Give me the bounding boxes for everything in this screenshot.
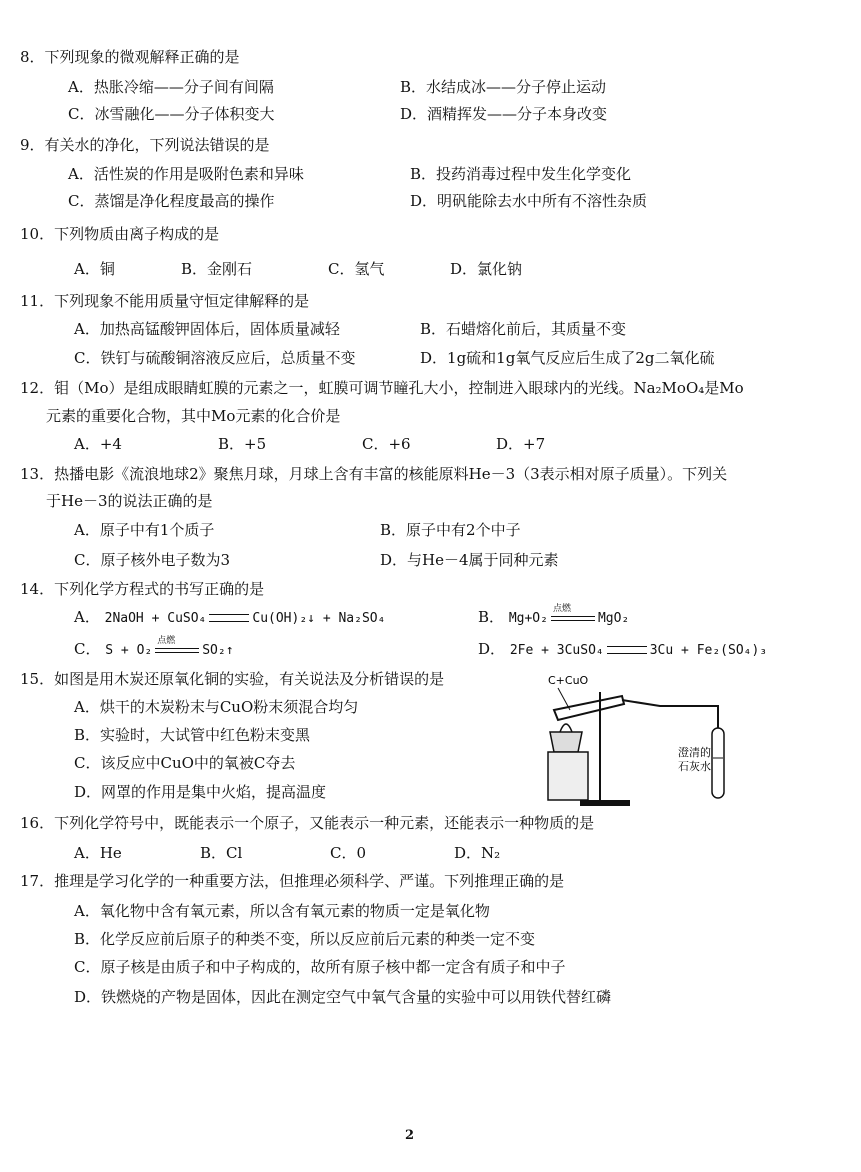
q14-a-right: Cu(OH)₂↓ + Na₂SO₄ <box>252 611 386 626</box>
q12-stem-line1: 12．钼（Mo）是组成眼睛虹膜的元素之一，虹膜可调节瞳孔大小，控制进入眼球内的光线。Na₂MoO₄是Mo <box>20 379 744 397</box>
q14-b-condition: 点燃 <box>552 604 571 614</box>
figure-label-reactants: C+CuO <box>548 674 589 687</box>
q17-option-c: C．原子核是由质子和中子构成的，故所有原子核中都一定含有质子和中子 <box>74 958 566 976</box>
q12-option-a: A．+4 <box>74 435 122 453</box>
q9-option-a: A．活性炭的作用是吸附色素和异味 <box>68 165 304 183</box>
q12-stem-line2: 元素的重要化合物，其中Mo元素的化合价是 <box>46 407 341 425</box>
q17-stem: 17．推理是学习化学的一种重要方法，但推理必须科学、严谨。下列推理正确的是 <box>20 872 565 890</box>
q16-option-c: C．0 <box>330 844 367 862</box>
q10-option-a: A．铜 <box>74 260 115 278</box>
figure-label-limewater-1: 澄清的 <box>678 746 711 759</box>
q14-d-right: 3Cu + Fe₂(SO₄)₃ <box>649 643 768 658</box>
q14-b-left: Mg+O₂ <box>508 611 548 626</box>
q14-stem: 14．下列化学方程式的书写正确的是 <box>20 580 265 598</box>
q15-option-c: C．该反应中CuO中的氧被C夺去 <box>74 754 296 772</box>
q13-option-d: D．与He－4属于同种元素 <box>380 551 559 569</box>
q11-option-d: D．1g硫和1g氧气反应后生成了2g二氧化硫 <box>420 349 715 367</box>
reaction-condition-arrow-icon <box>155 636 199 657</box>
q16-stem: 16．下列化学符号中，既能表示一个原子，又能表示一种元素，还能表示一种物质的是 <box>20 814 595 832</box>
q15-option-b: B．实验时，大试管中红色粉末变黑 <box>74 726 311 744</box>
q14-d-label: D． <box>478 640 506 658</box>
q16-option-a: A．He <box>74 844 122 862</box>
q14-d-left: 2Fe + 3CuSO₄ <box>509 643 604 658</box>
q9-option-b: B．投药消毒过程中发生化学变化 <box>410 165 632 183</box>
q12-option-b: B．+5 <box>218 435 267 453</box>
q8-option-a: A．热胀冷缩——分子间有间隔 <box>68 78 274 96</box>
q14-c-left: S + O₂ <box>105 643 153 658</box>
q15-option-d: D．网罩的作用是集中火焰，提高温度 <box>74 783 327 801</box>
q14-option-b <box>478 606 629 627</box>
q14-c-label: C． <box>74 640 101 658</box>
equals-sign-icon <box>209 614 249 622</box>
q10-option-b: B．金刚石 <box>181 260 253 278</box>
q17-option-a: A．氧化物中含有氧元素，所以含有氧元素的物质一定是氧化物 <box>74 902 490 920</box>
q10-option-c: C．氢气 <box>328 260 385 278</box>
reaction-condition-arrow-icon <box>551 604 595 625</box>
q13-option-c: C．原子核外电子数为3 <box>74 551 231 569</box>
q14-a-left: 2NaOH + CuSO₄ <box>104 611 207 626</box>
q8-option-c: C．冰雪融化——分子体积变大 <box>68 105 275 123</box>
q13-stem-line1: 13．热播电影《流浪地球2》聚焦月球，月球上含有丰富的核能原料He－3（3表示相对原子质量）。下列关 <box>20 465 728 483</box>
q11-option-a: A．加热高锰酸钾固体后，固体质量减轻 <box>74 320 340 338</box>
q10-option-d: D．氯化钠 <box>450 260 523 278</box>
q13-stem-line2: 于He－3的说法正确的是 <box>46 492 213 510</box>
q14-option-a <box>74 606 385 627</box>
q14-c-condition: 点燃 <box>157 636 176 646</box>
q13-option-a: A．原子中有1个质子 <box>74 521 215 539</box>
carbon-reduction-apparatus-figure <box>540 672 760 812</box>
q11-stem: 11．下列现象不能用质量守恒定律解释的是 <box>20 292 310 310</box>
page-number: 2 <box>405 1128 415 1143</box>
q9-option-d: D．明矾能除去水中所有不溶性杂质 <box>410 192 648 210</box>
q14-b-right: MgO₂ <box>597 611 630 626</box>
q10-stem: 10．下列物质由离子构成的是 <box>20 225 220 243</box>
q14-option-c <box>74 638 234 659</box>
q11-option-c: C．铁钉与硫酸铜溶液反应后，总质量不变 <box>74 349 356 367</box>
q16-option-b: B．Cl <box>200 844 243 862</box>
q14-a-label: A． <box>74 608 100 626</box>
q8-option-b: B．水结成冰——分子停止运动 <box>400 78 607 96</box>
q17-option-d: D．铁燃烧的产物是固体，因此在测定空气中氧气含量的实验中可以用铁代替红磷 <box>74 988 612 1006</box>
q14-option-d <box>478 638 767 659</box>
q13-option-b: B．原子中有2个中子 <box>380 521 521 539</box>
q11-option-b: B．石蜡熔化前后，其质量不变 <box>420 320 627 338</box>
q14-b-label: B． <box>478 608 505 626</box>
q8-option-d: D．酒精挥发——分子本身改变 <box>400 105 608 123</box>
q15-option-a: A．烘干的木炭粉末与CuO粉末须混合均匀 <box>74 698 359 716</box>
q16-option-d: D．N₂ <box>454 844 501 862</box>
equals-sign-icon <box>607 646 647 654</box>
q9-stem: 9．有关水的净化，下列说法错误的是 <box>20 136 270 154</box>
q15-stem: 15．如图是用木炭还原氧化铜的实验，有关说法及分析错误的是 <box>20 670 445 688</box>
figure-label-limewater-2: 石灰水 <box>678 760 711 773</box>
q8-stem: 8．下列现象的微观解释正确的是 <box>20 48 240 66</box>
q17-option-b: B．化学反应前后原子的种类不变，所以反应前后元素的种类一定不变 <box>74 930 536 948</box>
q14-c-right: SO₂↑ <box>202 643 234 658</box>
q12-option-c: C．+6 <box>362 435 411 453</box>
q12-option-d: D．+7 <box>496 435 546 453</box>
q9-option-c: C．蒸馏是净化程度最高的操作 <box>68 192 275 210</box>
